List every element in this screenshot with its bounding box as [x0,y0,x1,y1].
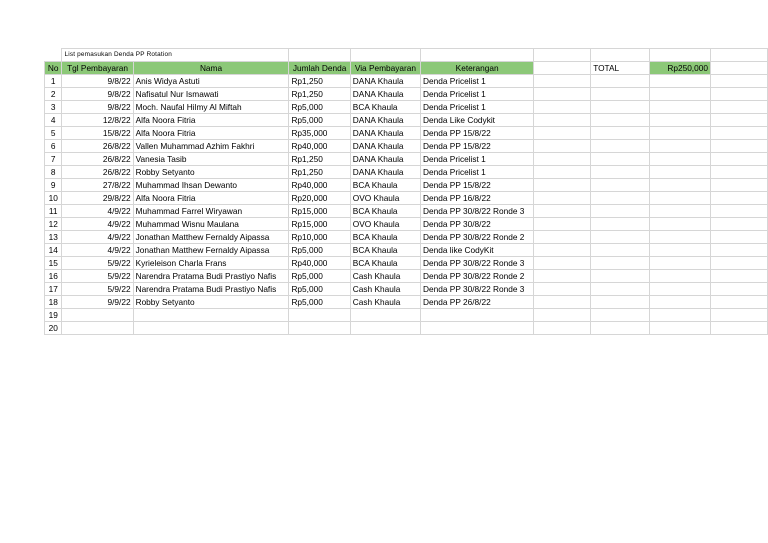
cell-tgl-pembayaran[interactable]: 5/9/22 [62,270,133,283]
table-row [45,296,768,309]
table-row [45,166,768,179]
cell-keterangan[interactable]: Denda Like Codykit [421,114,534,127]
blank-cell[interactable] [650,257,711,270]
cell-keterangan[interactable] [421,309,534,322]
cell-keterangan[interactable]: Denda PP 30/8/22 Ronde 3 [421,283,534,296]
row-number[interactable]: 9 [45,179,62,192]
row-number[interactable]: 17 [45,283,62,296]
blank-cell[interactable] [710,140,767,153]
blank-cell[interactable] [650,127,711,140]
cell-jumlah-denda[interactable]: Rp1,250 [289,153,350,166]
table-row [45,140,768,153]
cell-via-pembayaran[interactable]: BCA Khaula [350,101,420,114]
table-row [45,192,768,205]
cell-tgl-pembayaran[interactable] [62,322,133,335]
table-row [45,101,768,114]
cell-jumlah-denda[interactable]: Rp40,000 [289,257,350,270]
blank-cell[interactable] [710,127,767,140]
cell-nama[interactable]: Alfa Noora Fitria [133,114,289,127]
blank-cell[interactable] [534,244,591,257]
blank-cell[interactable] [591,270,650,283]
blank-cell[interactable] [710,153,767,166]
cell-tgl-pembayaran[interactable]: 12/8/22 [62,114,133,127]
cell-jumlah-denda[interactable]: Rp5,000 [289,296,350,309]
blank-cell[interactable] [534,101,591,114]
row-number[interactable]: 15 [45,257,62,270]
blank-cell[interactable] [710,218,767,231]
cell-jumlah-denda[interactable]: Rp20,000 [289,192,350,205]
row-number[interactable]: 10 [45,192,62,205]
blank-cell [45,49,62,62]
blank-cell[interactable] [591,179,650,192]
blank-cell[interactable] [591,101,650,114]
blank-cell[interactable] [710,166,767,179]
cell-tgl-pembayaran[interactable]: 9/8/22 [62,75,133,88]
cell-tgl-pembayaran[interactable]: 4/9/22 [62,244,133,257]
blank-cell[interactable] [534,218,591,231]
row-number[interactable]: 5 [45,127,62,140]
cell-tgl-pembayaran[interactable]: 15/8/22 [62,127,133,140]
blank-cell[interactable] [650,75,711,88]
cell-nama[interactable]: Muhammad Farrel Wiryawan [133,205,289,218]
header-row [45,62,768,75]
header-nama[interactable]: Nama [133,62,289,75]
blank-cell [350,49,420,62]
blank-cell[interactable] [650,322,711,335]
row-number[interactable]: 2 [45,88,62,101]
cell-nama[interactable]: Muhammad Wisnu Maulana [133,218,289,231]
blank-cell[interactable] [534,179,591,192]
cell-keterangan[interactable]: Denda PP 30/8/22 [421,218,534,231]
header-tgl-pembayaran[interactable]: Tgl Pembayaran [62,62,133,75]
cell-jumlah-denda[interactable]: Rp10,000 [289,231,350,244]
cell-via-pembayaran[interactable]: DANA Khaula [350,75,420,88]
cell-via-pembayaran[interactable] [350,309,420,322]
blank-cell[interactable] [591,309,650,322]
blank-cell[interactable] [591,75,650,88]
cell-keterangan[interactable]: Denda PP 30/8/22 Ronde 3 [421,257,534,270]
blank-cell[interactable] [534,257,591,270]
cell-via-pembayaran[interactable]: BCA Khaula [350,179,420,192]
cell-jumlah-denda[interactable]: Rp15,000 [289,218,350,231]
table-row [45,88,768,101]
row-number[interactable]: 4 [45,114,62,127]
cell-tgl-pembayaran[interactable]: 27/8/22 [62,179,133,192]
blank-cell[interactable] [710,192,767,205]
cell-nama[interactable]: Alfa Noora Fitria [133,192,289,205]
row-number[interactable]: 19 [45,309,62,322]
blank-cell [591,49,650,62]
cell-via-pembayaran[interactable]: DANA Khaula [350,127,420,140]
cell-keterangan[interactable]: Denda Pricelist 1 [421,166,534,179]
blank-cell[interactable] [710,296,767,309]
blank-cell[interactable] [591,205,650,218]
cell-keterangan[interactable]: Denda Pricelist 1 [421,75,534,88]
cell-keterangan[interactable]: Denda Pricelist 1 [421,153,534,166]
blank-cell[interactable] [534,283,591,296]
cell-jumlah-denda[interactable]: Rp5,000 [289,114,350,127]
row-number[interactable]: 18 [45,296,62,309]
table-row [45,205,768,218]
blank-cell[interactable] [591,88,650,101]
cell-tgl-pembayaran[interactable]: 4/9/22 [62,231,133,244]
cell-keterangan[interactable] [421,322,534,335]
row-number[interactable]: 1 [45,75,62,88]
blank-cell[interactable] [650,101,711,114]
cell-nama[interactable]: Narendra Pratama Budi Prastiyo Nafis [133,283,289,296]
blank-cell[interactable] [710,75,767,88]
blank-cell[interactable] [650,270,711,283]
table-row [45,179,768,192]
cell-via-pembayaran[interactable]: BCA Khaula [350,257,420,270]
cell-via-pembayaran[interactable]: Cash Khaula [350,270,420,283]
blank-cell[interactable] [710,88,767,101]
table-row [45,218,768,231]
cell-nama[interactable]: Robby Setyanto [133,296,289,309]
blank-cell[interactable] [591,296,650,309]
table-row [45,153,768,166]
table-row [45,75,768,88]
cell-tgl-pembayaran[interactable]: 4/9/22 [62,205,133,218]
blank-cell [289,49,350,62]
cell-nama[interactable]: Kyrieleison Charla Frans [133,257,289,270]
blank-cell[interactable] [650,88,711,101]
cell-keterangan[interactable]: Denda PP 15/8/22 [421,127,534,140]
table-row [45,231,768,244]
table-row [45,270,768,283]
blank-cell[interactable] [650,140,711,153]
cell-keterangan[interactable]: Denda Pricelist 1 [421,101,534,114]
cell-jumlah-denda[interactable]: Rp1,250 [289,75,350,88]
cell-jumlah-denda[interactable]: Rp1,250 [289,88,350,101]
cell-tgl-pembayaran[interactable]: 9/8/22 [62,101,133,114]
cell-tgl-pembayaran[interactable]: 5/9/22 [62,257,133,270]
row-number[interactable]: 16 [45,270,62,283]
blank-cell[interactable] [650,179,711,192]
cell-via-pembayaran[interactable]: Cash Khaula [350,296,420,309]
cell-jumlah-denda[interactable]: Rp5,000 [289,270,350,283]
blank-cell[interactable] [591,257,650,270]
blank-cell[interactable] [591,153,650,166]
cell-keterangan[interactable]: Denda PP 15/8/22 [421,179,534,192]
cell-tgl-pembayaran[interactable]: 4/9/22 [62,218,133,231]
blank-cell[interactable] [650,166,711,179]
blank-cell[interactable] [534,127,591,140]
cell-nama[interactable]: Moch. Naufal Hilmy Al Miftah [133,101,289,114]
blank-cell[interactable] [591,127,650,140]
cell-nama[interactable]: Vallen Muhammad Azhim Fakhri [133,140,289,153]
cell-jumlah-denda[interactable]: Rp1,250 [289,166,350,179]
cell-via-pembayaran[interactable]: BCA Khaula [350,205,420,218]
cell-keterangan[interactable]: Denda like CodyKit [421,244,534,257]
blank-cell[interactable] [650,296,711,309]
cell-via-pembayaran[interactable]: DANA Khaula [350,140,420,153]
cell-nama[interactable]: Muhammad Ihsan Dewanto [133,179,289,192]
blank-cell[interactable] [650,153,711,166]
cell-tgl-pembayaran[interactable] [62,309,133,322]
table-row [45,244,768,257]
cell-jumlah-denda[interactable] [289,322,350,335]
blank-cell[interactable] [534,166,591,179]
cell-via-pembayaran[interactable]: DANA Khaula [350,153,420,166]
blank-cell[interactable] [710,101,767,114]
row-number[interactable]: 14 [45,244,62,257]
blank-cell[interactable] [591,322,650,335]
table-row [45,309,768,322]
total-value[interactable]: Rp250,000 [650,62,711,75]
cell-via-pembayaran[interactable]: Cash Khaula [350,283,420,296]
blank-cell[interactable] [534,205,591,218]
blank-cell[interactable] [534,140,591,153]
cell-nama[interactable] [133,309,289,322]
cell-jumlah-denda[interactable]: Rp15,000 [289,205,350,218]
blank-cell[interactable] [650,205,711,218]
title-row [45,49,768,62]
row-number[interactable]: 20 [45,322,62,335]
blank-cell[interactable] [591,283,650,296]
blank-cell[interactable] [534,309,591,322]
cell-jumlah-denda[interactable]: Rp5,000 [289,244,350,257]
cell-tgl-pembayaran[interactable]: 9/9/22 [62,296,133,309]
cell-via-pembayaran[interactable]: DANA Khaula [350,166,420,179]
row-number[interactable]: 12 [45,218,62,231]
cell-via-pembayaran[interactable]: OVO Khaula [350,218,420,231]
blank-cell[interactable] [534,114,591,127]
cell-via-pembayaran[interactable]: BCA Khaula [350,231,420,244]
blank-cell[interactable] [710,114,767,127]
blank-cell[interactable] [591,244,650,257]
row-number[interactable]: 3 [45,101,62,114]
blank-cell[interactable] [534,296,591,309]
cell-keterangan[interactable]: Denda PP 30/8/22 Ronde 3 [421,205,534,218]
fine-payment-sheet [44,48,768,335]
blank-cell[interactable] [591,192,650,205]
total-label[interactable]: TOTAL [591,62,650,75]
table-row [45,127,768,140]
cell-jumlah-denda[interactable]: Rp5,000 [289,283,350,296]
cell-keterangan[interactable]: Denda PP 30/8/22 Ronde 2 [421,231,534,244]
blank-cell[interactable] [591,114,650,127]
cell-jumlah-denda[interactable] [289,309,350,322]
blank-cell[interactable] [650,231,711,244]
blank-cell[interactable] [534,62,591,75]
blank-cell [534,49,591,62]
blank-cell [421,49,534,62]
cell-tgl-pembayaran[interactable]: 26/8/22 [62,153,133,166]
cell-keterangan[interactable]: Denda PP 30/8/22 Ronde 2 [421,270,534,283]
header-keterangan[interactable]: Keterangan [421,62,534,75]
table-row [45,322,768,335]
blank-cell[interactable] [650,283,711,296]
blank-cell[interactable] [534,322,591,335]
cell-via-pembayaran[interactable] [350,322,420,335]
blank-cell[interactable] [710,231,767,244]
cell-via-pembayaran[interactable]: DANA Khaula [350,88,420,101]
blank-cell[interactable] [710,309,767,322]
blank-cell[interactable] [650,218,711,231]
blank-cell[interactable] [534,153,591,166]
blank-cell[interactable] [710,244,767,257]
cell-nama[interactable] [133,322,289,335]
blank-cell[interactable] [534,75,591,88]
cell-nama[interactable]: Anis Widya Astuti [133,75,289,88]
cell-keterangan[interactable]: Denda PP 15/8/22 [421,140,534,153]
header-jumlah-denda[interactable]: Jumlah Denda [289,62,350,75]
cell-tgl-pembayaran[interactable]: 26/8/22 [62,140,133,153]
blank-cell[interactable] [710,62,767,75]
header-no[interactable]: No [45,62,62,75]
blank-cell[interactable] [534,88,591,101]
cell-nama[interactable]: Jonathan Matthew Fernaldy Aipassa [133,244,289,257]
blank-cell[interactable] [534,192,591,205]
cell-keterangan[interactable]: Denda PP 26/8/22 [421,296,534,309]
blank-cell[interactable] [591,166,650,179]
blank-cell[interactable] [710,257,767,270]
blank-cell[interactable] [710,283,767,296]
cell-nama[interactable]: Narendra Pratama Budi Prastiyo Nafis [133,270,289,283]
cell-nama[interactable]: Alfa Noora Fitria [133,127,289,140]
cell-tgl-pembayaran[interactable]: 29/8/22 [62,192,133,205]
sheet-title: List pemasukan Denda PP Rotation [62,49,289,62]
cell-tgl-pembayaran[interactable]: 5/9/22 [62,283,133,296]
row-number[interactable]: 13 [45,231,62,244]
table-row [45,283,768,296]
blank-cell[interactable] [534,231,591,244]
cell-via-pembayaran[interactable]: OVO Khaula [350,192,420,205]
cell-nama[interactable]: Vanesia Tasib [133,153,289,166]
blank-cell [710,49,767,62]
cell-nama[interactable]: Nafisatul Nur Ismawati [133,88,289,101]
blank-cell [650,49,711,62]
blank-cell[interactable] [710,205,767,218]
blank-cell[interactable] [591,231,650,244]
blank-cell[interactable] [650,244,711,257]
row-number[interactable]: 6 [45,140,62,153]
sheet-body [45,49,768,335]
blank-cell[interactable] [591,140,650,153]
cell-jumlah-denda[interactable]: Rp35,000 [289,127,350,140]
cell-via-pembayaran[interactable]: DANA Khaula [350,114,420,127]
cell-keterangan[interactable]: Denda PP 16/8/22 [421,192,534,205]
cell-tgl-pembayaran[interactable]: 26/8/22 [62,166,133,179]
blank-cell[interactable] [650,309,711,322]
cell-jumlah-denda[interactable]: Rp40,000 [289,179,350,192]
blank-cell[interactable] [534,270,591,283]
cell-jumlah-denda[interactable]: Rp5,000 [289,101,350,114]
blank-cell[interactable] [710,179,767,192]
cell-via-pembayaran[interactable]: BCA Khaula [350,244,420,257]
cell-keterangan[interactable]: Denda Pricelist 1 [421,88,534,101]
blank-cell[interactable] [650,192,711,205]
cell-nama[interactable]: Jonathan Matthew Fernaldy Aipassa [133,231,289,244]
row-number[interactable]: 7 [45,153,62,166]
blank-cell[interactable] [650,114,711,127]
cell-nama[interactable]: Robby Setyanto [133,166,289,179]
cell-jumlah-denda[interactable]: Rp40,000 [289,140,350,153]
row-number[interactable]: 8 [45,166,62,179]
cell-tgl-pembayaran[interactable]: 9/8/22 [62,88,133,101]
row-number[interactable]: 11 [45,205,62,218]
blank-cell[interactable] [710,322,767,335]
table-row [45,114,768,127]
header-via-pembayaran[interactable]: Via Pembayaran [350,62,420,75]
blank-cell[interactable] [591,218,650,231]
table-row [45,257,768,270]
blank-cell[interactable] [710,270,767,283]
